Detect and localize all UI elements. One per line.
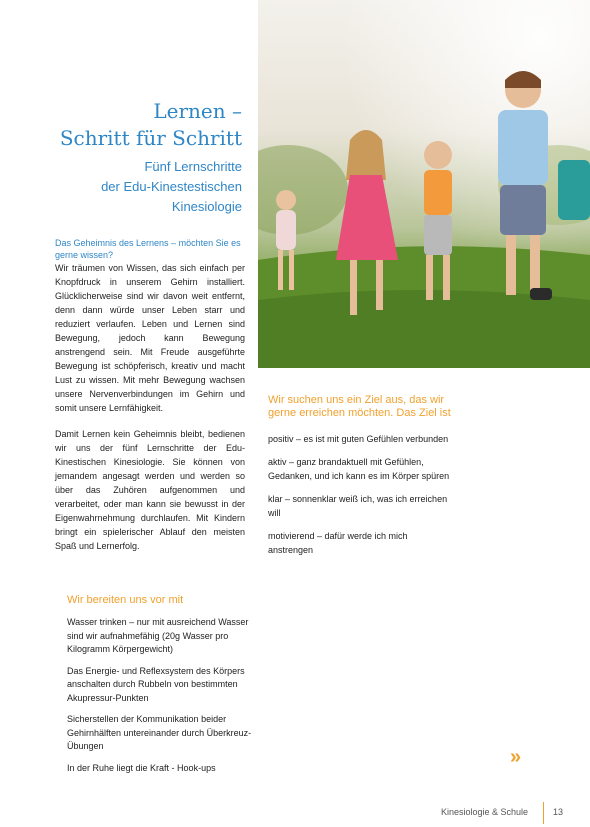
subtitle-line-1: Fünf Lernschritte — [144, 159, 242, 174]
footer-section-label: Kinesiologie & Schule — [440, 807, 528, 817]
page-title-line-1: Lernen – — [153, 99, 242, 123]
preparation-item: In der Ruhe liegt die Kraft - Hook-ups — [67, 762, 216, 773]
continue-chevron-icon: » — [510, 746, 522, 768]
footer-divider — [543, 802, 544, 824]
intro-paragraph-2: Damit Lernen kein Geheimnis bleibt, bedienen wir uns der fünf Lernschritte der Edu-Kinestischen Kinesiologie. Sie können von jemandem angesagt werden und werden so über das Zuhören aufgenommen und verarbeitet, oder man kann sie bewusst in der Eigenwahrnehmung durchlaufen. Mit Kindern bringt ein spielerischer Ablauf den meisten Spaß und Lernerfolg. — [55, 429, 245, 551]
hero-photo — [258, 0, 590, 368]
preparation-heading: Wir bereiten uns vor mit — [67, 594, 184, 606]
page-subtitle — [2, 157, 242, 217]
subtitle-line-2: der Edu-Kinestestischen — [101, 179, 242, 194]
goal-item: klar – sonnenklar weiß ich, was ich erreichen will — [268, 494, 448, 518]
goal-heading: Wir suchen uns ein Ziel aus, das wir gerne erreichen möchten. Das Ziel ist — [268, 394, 451, 419]
preparation-list — [67, 616, 262, 783]
page-number: 13 — [553, 807, 564, 817]
preparation-item: Sicherstellen der Kommunikation beider Gehirnhälften untereinander durch Überkreuz-Übungen — [67, 714, 252, 751]
page-title-line-2: Schritt für Schritt — [59, 126, 242, 150]
goal-item: positiv – es ist mit guten Gefühlen verbunden — [268, 434, 449, 444]
preparation-item: Das Energie- und Reflexsystem des Körpers anschalten durch Rubbeln von bestimmten Akupressur-Punkten — [67, 665, 245, 703]
goal-item: aktiv – ganz brandaktuell mit Gefühlen, Gedanken, und ich kann es im Körper spüren — [268, 457, 450, 481]
intro-question: Das Geheimnis des Lernens – möchten Sie es gerne wissen? — [55, 238, 241, 260]
preparation-item: Wasser trinken – nur mit ausreichend Wasser sind wir aufnahmefähig (20g Wasser pro Kilogramm Körpergewicht) — [67, 617, 249, 654]
intro-section — [55, 237, 245, 553]
goal-item: motivierend – dafür werde ich mich anstrengen — [268, 531, 408, 555]
subtitle-line-3: Kinesiologie — [171, 199, 242, 214]
page-title — [2, 98, 242, 152]
children-running-illustration — [258, 0, 590, 368]
intro-paragraph-1: Wir träumen von Wissen, das sich einfach per Knopfdruck in unserem Gehirn installiert. Glücklicherweise sind wir davon weit entfernt, denn dann würde unser Leben starr und reduziert verlaufen. Leben und Lernen sind Bewegung, jedoch kann Bewegung anstrengend sein. Mit Freude ausgeführte Bewegung ist schöpferisch, kreativ und macht Lust zu wissen. Mit mehr Bewegung wachsen unsere Nervenverbindungen im Gehirn und somit unsere Lernfähigkeit. — [55, 263, 245, 413]
goal-section — [268, 394, 453, 566]
